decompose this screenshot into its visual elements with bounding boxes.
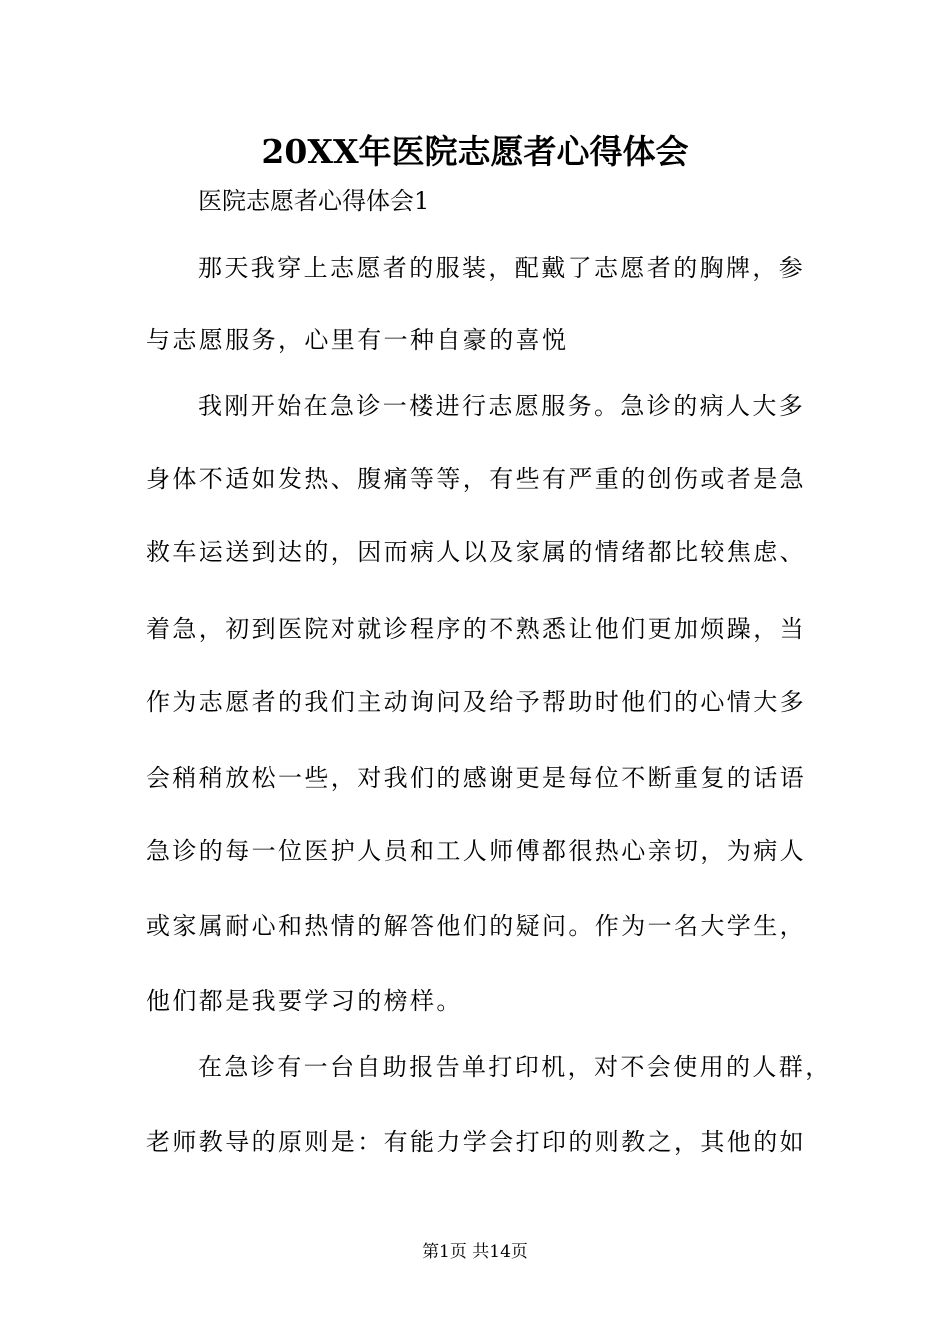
paragraph-line: 作为志愿者的我们主动询问及给予帮助时他们的心情大多 xyxy=(146,688,806,716)
paragraph-line: 急诊的每一位医护人员和工人师傅都很热心亲切，为病人 xyxy=(146,837,806,865)
paragraph-line: 他们都是我要学习的榜样。 xyxy=(146,987,463,1015)
paragraph-line: 或家属耐心和热情的解答他们的疑问。作为一名大学生， xyxy=(146,912,806,940)
paragraph-line: 会稍稍放松一些，对我们的感谢更是每位不断重复的话语 xyxy=(146,764,806,792)
paragraph-line: 身体不适如发热、腹痛等等，有些有严重的创伤或者是急 xyxy=(146,465,806,493)
page-number-footer: 第1页 共14页 xyxy=(422,1242,528,1262)
paragraph-line: 老师教导的原则是：有能力学会打印的则教之，其他的如 xyxy=(146,1128,806,1156)
paragraph-line: 在急诊有一台自助报告单打印机，对不会使用的人群， xyxy=(198,1053,832,1081)
paragraph-line: 救车运送到达的，因而病人以及家属的情绪都比较焦虑、 xyxy=(146,538,806,566)
document-title: 20XX年医院志愿者心得体会 xyxy=(261,132,689,171)
section-heading: 医院志愿者心得体会1 xyxy=(198,187,430,215)
paragraph-line: 我刚开始在急诊一楼进行志愿服务。急诊的病人大多 xyxy=(198,392,806,420)
paragraph-line: 着急，初到医院对就诊程序的不熟悉让他们更加烦躁，当 xyxy=(146,615,806,643)
paragraph-line: 那天我穿上志愿者的服装，配戴了志愿者的胸牌，参 xyxy=(198,254,806,282)
paragraph-line: 与志愿服务，心里有一种自豪的喜悦 xyxy=(146,326,569,354)
